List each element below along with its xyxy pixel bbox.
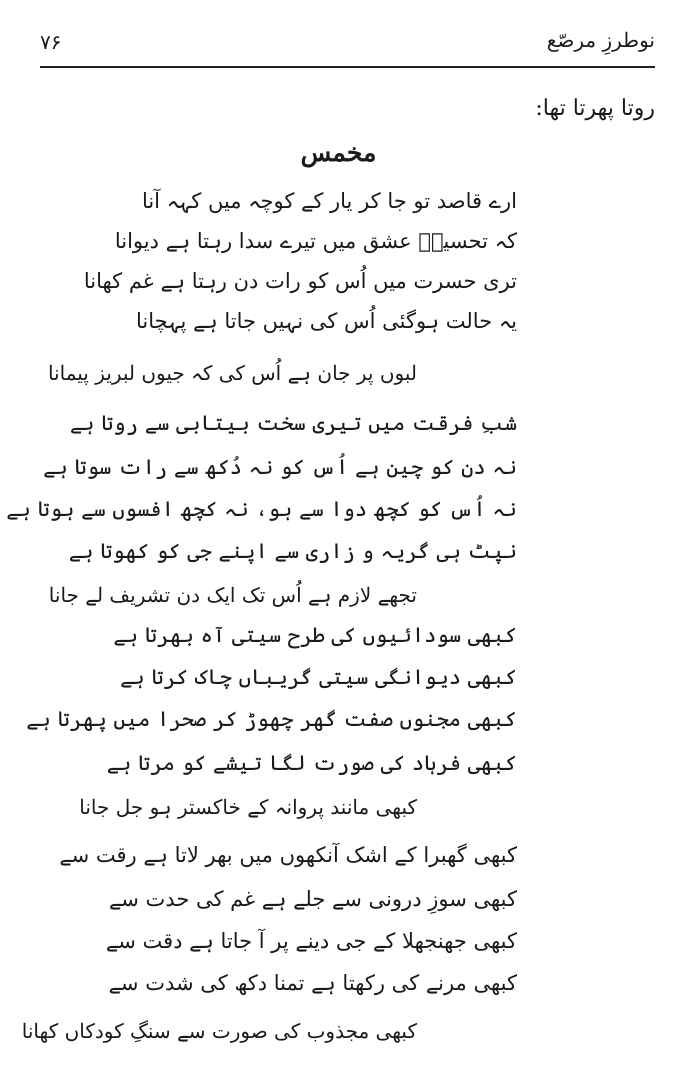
verse-line: کبھی مجنوں صفت گھر چھوڑ کر صحرا میں پھرتا ہے <box>26 707 517 731</box>
verse-line: یہ حالت ہوگئی اُس کی نہیں جاتا ہے پہچانا <box>136 309 517 333</box>
verse-line: کبھی جھنجھلا کے جی دینے پر آ جاتا ہے دقت سے <box>105 929 517 953</box>
page-header <box>40 28 655 68</box>
page-number: ۷۶ <box>40 30 62 54</box>
header-rule <box>40 66 655 68</box>
verse-line: کبھی فرہاد کی صورت لگا تیشے کو مرتا ہے <box>106 751 517 775</box>
verse-line: نپٹ ہی گریہ و زاری سے اپنے جی کو کھوتا ہے <box>68 539 517 563</box>
verse-line: کہ تحسینؔ عشق میں تیرے سدا رہتا ہے دیوانا <box>114 229 517 253</box>
verse-line: کبھی سوزِ درونی سے جلے ہے غم کی حدت سے <box>108 887 517 911</box>
verse-line: کبھی سودائیوں کی طرح سیتی آہ بھرتا ہے <box>113 623 517 647</box>
intro-text: روتا پھرتا تھا: <box>535 96 655 121</box>
verse-line: ارے قاصد تو جا کر یار کے کوچہ میں کہہ آنا <box>141 189 517 213</box>
section-title: مخمس <box>300 138 377 167</box>
verse-line: تری حسرت میں اُس کو رات دن رہتا ہے غم کھانا <box>83 269 517 293</box>
verse-line: کبھی گھبرا کے اشک آنکھوں میں بھر لاتا ہے رقت سے <box>59 843 517 867</box>
refrain-line: لبوں پر جان ہے اُس کی کہ جیوں لبریز پیمانا <box>47 361 417 385</box>
verse-line: کبھی مرنے کی رکھتا ہے تمنا دکھ کی شدت سے <box>108 971 517 995</box>
refrain-line: تجھے لازم ہے اُس تک ایک دن تشریف لے جانا <box>48 583 417 607</box>
verse-line: شبِ فرقت میں تیری سخت بیتابی سے روتا ہے <box>69 411 517 435</box>
verse-line: نہ اُس کو کچھ دوا سے ہو، نہ کچھ افسوں سے ہوتا ہے <box>6 497 517 521</box>
verse-line: نہ دن کو چین ہے اُس کو نہ دُکھ سے رات سوتا ہے <box>43 455 517 479</box>
verse-line: کبھی دیوانگی سیتی گریباں چاک کرتا ہے <box>120 665 517 689</box>
refrain-line: کبھی مانند پروانہ کے خاکستر ہو جل جانا <box>79 795 417 819</box>
running-title: نوطرزِ مرصّع <box>546 28 655 52</box>
refrain-line: کبھی مجذوب کی صورت سے سنگِ کودکاں کھانا <box>21 1019 417 1043</box>
